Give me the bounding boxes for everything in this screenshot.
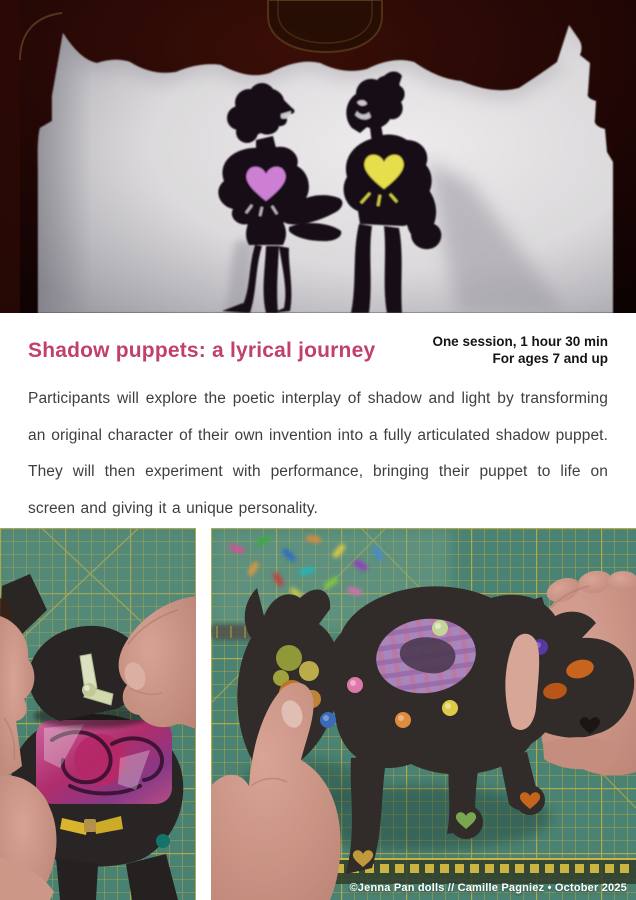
- credit-caption: ©Jenna Pan dolls // Camille Pagniez • October 2025: [349, 882, 627, 894]
- photo-finished-puppet: [211, 528, 636, 900]
- workshop-description: Participants will explore the poetic interplay of shadow and light by transforming an original character of their own invention into a fully articulated shadow puppet. They will then experiment with performance, bringing their puppet to life on screen and giving it a unique personality.: [28, 390, 608, 517]
- session-info: [432, 333, 608, 367]
- photo-strip: [0, 528, 636, 900]
- info-header: [28, 332, 608, 367]
- hero-photo-shadow-theater: [0, 0, 636, 313]
- session-duration: One session, 1 hour 30 min: [432, 334, 608, 349]
- page-title: Shadow puppets: a lyrical journey: [28, 339, 376, 362]
- session-ages: For ages 7 and up: [492, 351, 608, 366]
- shadow-theater-illustration: [0, 0, 636, 313]
- photo-brad-insertion: [0, 528, 196, 900]
- workshop-info-section: [0, 313, 636, 528]
